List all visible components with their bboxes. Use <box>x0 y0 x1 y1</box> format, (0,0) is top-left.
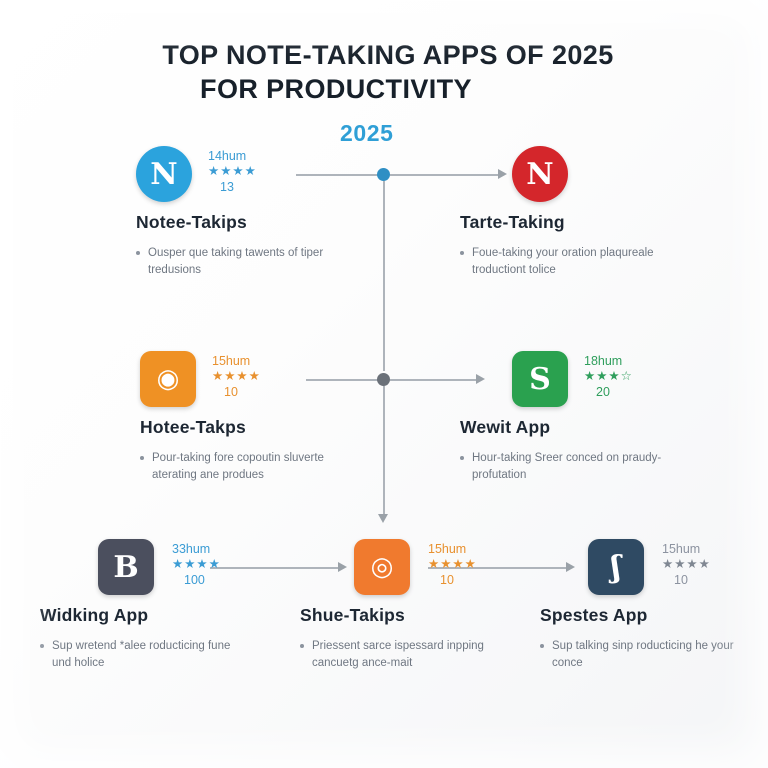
app-name: Spestes App <box>540 605 648 625</box>
app-name: Hotee-Takps <box>140 417 246 437</box>
app-users: 33hum <box>172 542 211 556</box>
app-rating-stars: ★★★★ <box>208 164 257 178</box>
app-description <box>460 245 677 279</box>
app-name: Wewit App <box>460 417 551 437</box>
app-review-count: 20 <box>596 385 610 399</box>
app-review-count: 10 <box>440 573 454 587</box>
app-logo-tarte-taking: N <box>512 146 568 202</box>
app-name: Shue-Takips <box>300 605 405 625</box>
app-rating-stars: ★★★★ <box>662 557 711 571</box>
app-card-wewit-app[interactable] <box>460 351 690 484</box>
app-head <box>136 146 366 208</box>
app-head <box>460 351 690 413</box>
page-title <box>0 38 768 106</box>
app-meta <box>662 541 742 588</box>
app-review-count: 13 <box>220 180 234 194</box>
app-head <box>40 539 240 601</box>
app-rating-stars: ★★★☆ <box>584 369 633 383</box>
app-logo-widking-app: B <box>98 539 154 595</box>
connector-spine-upper <box>383 181 385 371</box>
app-logo-hotee-takps: ◉ <box>140 351 196 407</box>
app-logo-shue-takips: ◎ <box>354 539 410 595</box>
app-name: Notee-Takips <box>136 212 247 232</box>
app-card-shue-takips[interactable] <box>300 539 510 672</box>
app-description-text: Sup talking sinp roducticing he your conce <box>552 640 734 669</box>
node-dot-row2 <box>377 373 390 386</box>
year-label: 2025 <box>340 120 394 146</box>
app-review-count: 10 <box>674 573 688 587</box>
app-review-count: 100 <box>184 573 205 587</box>
app-description <box>540 638 740 672</box>
app-head <box>300 539 510 601</box>
app-rating-stars: ★★★★ <box>428 557 477 571</box>
bullet-icon <box>540 644 544 648</box>
app-card-tarte-taking[interactable] <box>460 146 690 279</box>
app-description-text: Pour-taking fore copoutin sluverte aterating ane produes <box>152 452 324 481</box>
connector-spine-lower <box>383 386 385 516</box>
app-card-hotee-takps[interactable] <box>140 351 370 484</box>
app-description <box>460 450 677 484</box>
app-card-widking-app[interactable] <box>40 539 240 672</box>
app-card-notee-takips[interactable] <box>136 146 366 279</box>
app-rating-stars: ★★★★ <box>172 557 221 571</box>
app-description-text: Foue-taking your oration plaqureale troductiont tolice <box>472 247 654 276</box>
app-name: Widking App <box>40 605 149 625</box>
bullet-icon <box>460 456 464 460</box>
bullet-icon <box>460 251 464 255</box>
app-description-text: Sup wretend *alee roducticing fune und holice <box>52 640 231 669</box>
app-head <box>460 146 690 208</box>
app-meta <box>208 148 358 195</box>
app-description <box>136 245 353 279</box>
app-head <box>140 351 370 413</box>
app-users: 18hum <box>584 354 623 368</box>
app-meta <box>584 353 734 400</box>
app-head <box>540 539 740 601</box>
bullet-icon <box>136 251 140 255</box>
app-description-text: Priessent sarce ispessard inpping cancuetg ance-mait <box>312 640 484 669</box>
app-meta <box>212 353 362 400</box>
bullet-icon <box>300 644 304 648</box>
app-users: 15hum <box>212 354 251 368</box>
app-users: 15hum <box>428 542 467 556</box>
app-review-count: 10 <box>224 385 238 399</box>
node-dot-row1 <box>377 168 390 181</box>
app-description <box>300 638 510 672</box>
app-users: 15hum <box>662 542 701 556</box>
app-description <box>40 638 240 672</box>
title-line-2: FOR PRODUCTIVITY <box>200 74 472 104</box>
app-rating-stars: ★★★★ <box>212 369 261 383</box>
app-card-spestes-app[interactable] <box>540 539 740 672</box>
app-description-text: Hour-taking Sreer conced on praudy-profutation <box>472 452 662 481</box>
bullet-icon <box>40 644 44 648</box>
app-description-text: Ousper que taking tawents of tiper tredusions <box>148 247 324 276</box>
app-name: Tarte-Taking <box>460 212 565 232</box>
arrow-spine-down <box>378 514 388 523</box>
app-meta <box>428 541 518 588</box>
app-logo-notee-takips: N <box>136 146 192 202</box>
app-meta <box>172 541 262 588</box>
title-line-1: TOP NOTE-TAKING APPS OF 2025 <box>162 40 614 70</box>
app-logo-spestes-app: ʃ <box>588 539 644 595</box>
app-logo-wewit-app: S <box>512 351 568 407</box>
app-description <box>140 450 357 484</box>
bullet-icon <box>140 456 144 460</box>
app-users: 14hum <box>208 149 247 163</box>
